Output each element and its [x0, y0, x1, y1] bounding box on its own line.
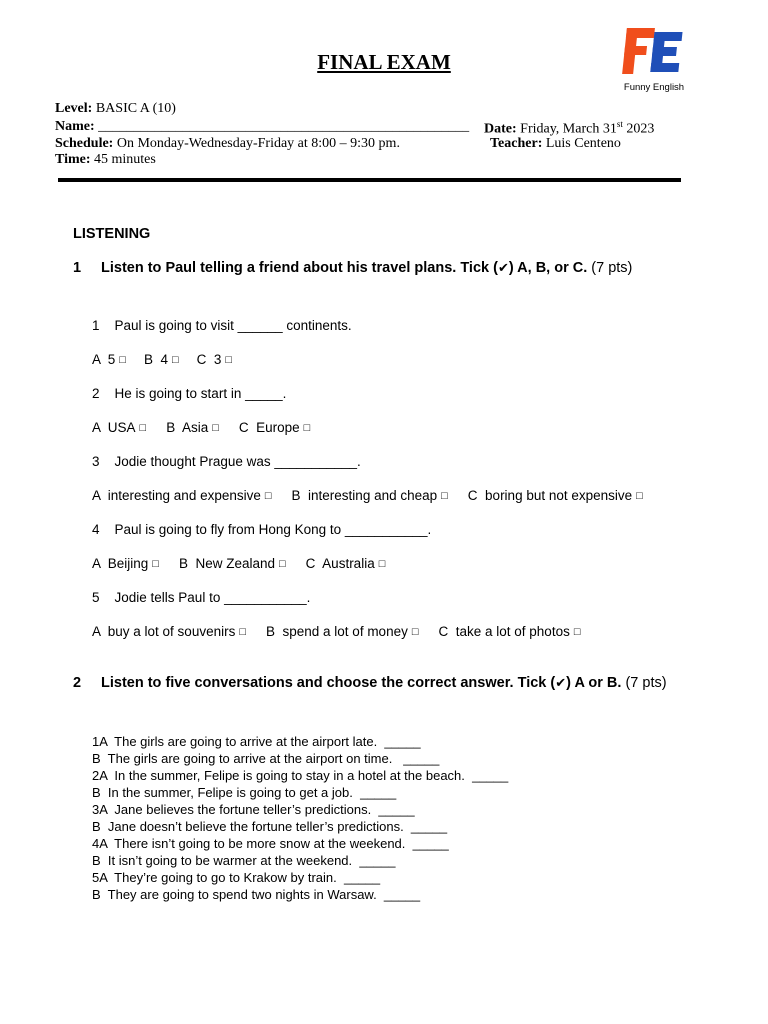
answer-option[interactable] — [197, 352, 232, 367]
checkbox-icon[interactable]: □ — [152, 558, 159, 570]
question-2-statement: 1A The girls are going to arrive at the airport late. _____ — [92, 734, 421, 749]
checkbox-icon[interactable]: □ — [225, 354, 233, 366]
checkbox-icon[interactable]: □ — [411, 626, 419, 638]
answer-option-label: C 3 — [196, 352, 222, 367]
schedule-value: On Monday-Wednesday-Friday at 8:00 – 9:30 pm. — [116, 136, 400, 151]
question-2-statement: 4A There isn’t going to be more snow at the weekend. _____ — [92, 836, 449, 851]
question-1-points: (7 pts) — [591, 260, 633, 276]
question-2-statement: 3A Jane believes the fortune teller’s predictions. _____ — [92, 802, 415, 817]
answer-option-label: C take a lot of photos — [438, 624, 570, 639]
answer-option[interactable] — [144, 352, 179, 367]
answer-option[interactable] — [266, 624, 419, 639]
level-label: Level: — [55, 101, 93, 116]
answer-option[interactable] — [292, 488, 448, 503]
fe-logo-icon — [620, 18, 688, 78]
answer-option-label: B New Zealand — [178, 556, 276, 571]
answer-option-label: B spend a lot of money — [266, 624, 408, 639]
answer-option[interactable] — [439, 624, 581, 639]
teacher-value: Luis Centeno — [545, 136, 621, 151]
question-1-item-5-options — [92, 624, 581, 639]
checkbox-icon[interactable]: □ — [212, 422, 219, 434]
question-2-statement: 2A In the summer, Felipe is going to stay in a hotel at the beach. _____ — [92, 768, 509, 783]
question-2-statement: B They are going to spend two nights in Warsaw. _____ — [92, 887, 421, 902]
checkbox-icon[interactable]: □ — [573, 626, 581, 638]
logo-caption: Funny English — [623, 82, 685, 93]
teacher-label: Teacher: — [490, 136, 543, 151]
question-2-statement: B Jane doesn’t believe the fortune teller’s predictions. _____ — [92, 819, 448, 834]
answer-option[interactable] — [92, 556, 159, 571]
exam-title: FINAL EXAM — [317, 50, 451, 74]
question-2-text-end: ) A or B. — [566, 675, 622, 691]
checkbox-icon[interactable]: □ — [119, 354, 126, 366]
question-2-number: 2 — [73, 675, 82, 691]
question-1-item-5-stem: 5 Jodie tells Paul to ___________. — [92, 590, 311, 605]
question-1-text-end: ) A, B, or C. — [508, 260, 588, 276]
answer-option-label: B interesting and cheap — [291, 488, 438, 503]
answer-option-label: B 4 — [143, 352, 168, 367]
answer-option[interactable] — [92, 488, 272, 503]
question-1-item-4-options — [92, 556, 385, 571]
question-1-text-start: Listen to Paul telling a friend about his travel plans. Tick ( — [101, 260, 498, 276]
check-mark-icon: ✔ — [555, 676, 567, 691]
question-1-item-2-options — [92, 420, 310, 435]
name-label: Name: — [55, 119, 95, 134]
answer-option[interactable] — [92, 624, 246, 639]
time-value: 45 minutes — [94, 152, 156, 167]
answer-option[interactable] — [166, 420, 219, 435]
answer-option-label: B Asia — [166, 420, 209, 435]
teacher-row — [490, 136, 621, 152]
answer-option[interactable] — [306, 556, 386, 571]
date-label: Date: — [484, 121, 517, 137]
answer-option-label: C Australia — [305, 556, 375, 571]
question-1-number: 1 — [73, 260, 82, 276]
answer-option[interactable] — [468, 488, 643, 503]
date-value: Friday, March 31 — [520, 121, 617, 137]
name-row — [55, 119, 469, 135]
checkbox-icon[interactable]: □ — [264, 490, 272, 502]
answer-option[interactable] — [92, 352, 126, 367]
question-2-statement: B The girls are going to arrive at the airport on time. _____ — [92, 751, 440, 766]
checkbox-icon[interactable]: □ — [139, 422, 147, 434]
answer-option[interactable] — [239, 420, 310, 435]
answer-option-label: A USA — [92, 420, 136, 435]
time-label: Time: — [55, 152, 91, 167]
date-suffix: st — [616, 119, 623, 129]
section-title-listening: LISTENING — [73, 226, 151, 242]
checkbox-icon[interactable]: □ — [303, 422, 311, 434]
date-row — [484, 119, 654, 138]
answer-option[interactable] — [179, 556, 286, 571]
date-year: 2023 — [626, 121, 655, 137]
checkbox-icon[interactable]: □ — [279, 558, 286, 570]
answer-option-label: A interesting and expensive — [92, 488, 261, 503]
schedule-label: Schedule: — [55, 136, 114, 151]
time-row — [55, 152, 156, 168]
answer-option[interactable] — [92, 420, 146, 435]
question-2-statement: B In the summer, Felipe is going to get a job. _____ — [92, 785, 397, 800]
answer-option-label: A 5 — [92, 352, 116, 367]
question-2-text-start: Listen to five conversations and choose the correct answer. Tick ( — [101, 675, 556, 691]
level-row — [55, 101, 176, 117]
question-1-instruction — [73, 260, 632, 276]
question-1-item-1-options — [92, 352, 232, 367]
question-1-item-3-stem: 3 Jodie thought Prague was ___________. — [92, 454, 361, 469]
header-divider — [58, 178, 681, 182]
answer-option-label: C boring but not expensive — [467, 488, 633, 503]
question-2-statement: B It isn’t going to be warmer at the weekend. _____ — [92, 853, 396, 868]
answer-option-label: A buy a lot of souvenirs — [92, 624, 236, 639]
answer-option-label: A Beijing — [92, 556, 149, 571]
check-mark-icon: ✔ — [497, 261, 509, 276]
answer-option-label: C Europe — [238, 420, 300, 435]
question-1-item-4-stem: 4 Paul is going to fly from Hong Kong to ___________. — [92, 522, 432, 537]
question-2-points: (7 pts) — [625, 675, 667, 691]
checkbox-icon[interactable]: □ — [441, 490, 448, 502]
question-1-item-3-options — [92, 488, 643, 503]
funny-english-logo — [620, 18, 688, 98]
checkbox-icon[interactable]: □ — [171, 354, 179, 366]
question-1-item-1-stem: 1 Paul is going to visit ______ continents. — [92, 318, 352, 333]
checkbox-icon[interactable]: □ — [378, 558, 386, 570]
schedule-row — [55, 136, 400, 152]
checkbox-icon[interactable]: □ — [239, 626, 246, 638]
question-2-statement: 5A They’re going to go to Krakow by train. _____ — [92, 870, 381, 885]
name-blank[interactable]: _____________________________________________________ — [98, 119, 470, 134]
question-2-instruction — [73, 675, 667, 691]
level-value: BASIC A (10) — [95, 101, 176, 116]
question-1-item-2-stem: 2 He is going to start in _____. — [92, 386, 287, 401]
checkbox-icon[interactable]: □ — [636, 490, 643, 502]
